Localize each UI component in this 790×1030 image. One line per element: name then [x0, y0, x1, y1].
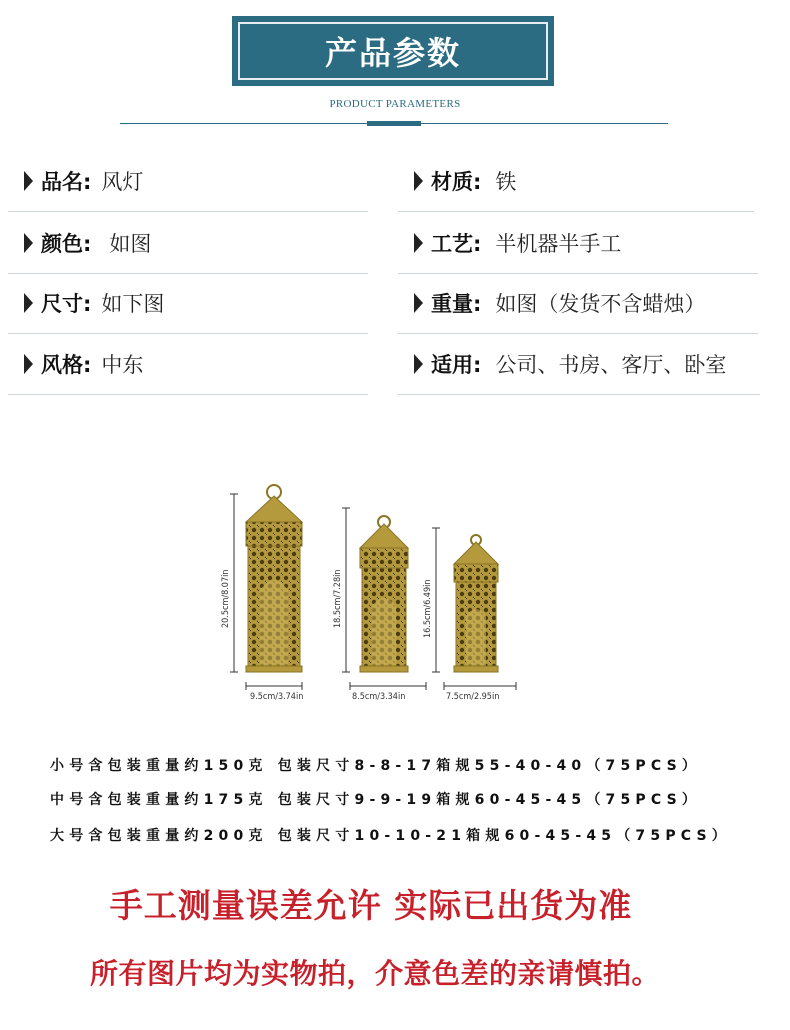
param-value: 中东 [101, 352, 144, 377]
param-row-weight [398, 272, 758, 334]
param-value: 半机器半手工 [495, 231, 622, 256]
triangle-bullet-icon [414, 171, 423, 191]
triangle-bullet-icon [414, 354, 423, 374]
spec-line-medium: 中号含包装重量约175克 包装尺寸9-9-19箱规60-45-45（75PCS） [50, 792, 702, 808]
param-row-usage [398, 333, 760, 395]
width-label-medium: 8.5cm/3.34in [352, 692, 406, 702]
param-row-color [8, 212, 368, 274]
param-label: 风格: [41, 352, 92, 377]
height-label-medium: 18.5cm/7.28in [333, 569, 343, 628]
title-divider-accent [367, 121, 421, 126]
param-row-size [8, 272, 368, 334]
spec-line-small: 小号含包装重量约150克 包装尺寸8-8-17箱规55-40-40（75PCS） [50, 758, 702, 774]
triangle-bullet-icon [24, 171, 33, 191]
param-value: 铁 [495, 169, 517, 194]
spec-line-large: 大号含包装重量约200克 包装尺寸10-10-21箱规60-45-45（75PCS） [50, 828, 731, 844]
lantern-medium [360, 516, 408, 672]
param-value: 公司、书房、客厅、卧室 [495, 352, 727, 377]
param-label: 材质: [431, 169, 482, 194]
param-row-name [8, 150, 368, 212]
param-label: 颜色: [41, 231, 92, 256]
page-subtitle: PRODUCT PARAMETERS [329, 98, 461, 110]
width-label-large: 9.5cm/3.74in [250, 692, 304, 702]
height-label-large: 20.5cm/8.07in [221, 569, 231, 628]
triangle-bullet-icon [24, 293, 33, 313]
param-row-material [398, 150, 754, 212]
param-label: 品名: [41, 169, 92, 194]
lantern-small [454, 535, 498, 672]
triangle-bullet-icon [414, 233, 423, 253]
color-difference-note: 所有图片均为实物拍，介意色差的亲请慎拍。 [89, 957, 660, 990]
page-title: 产品参数 [238, 22, 548, 80]
triangle-bullet-icon [24, 354, 33, 374]
height-label-small: 16.5cm/6.49in [423, 579, 433, 638]
lantern-large [246, 485, 302, 672]
title-banner [232, 16, 554, 86]
measurement-note: 手工测量误差允许 实际已出货为准 [109, 886, 633, 925]
param-value: 如图 [109, 231, 152, 256]
param-label: 尺寸: [41, 291, 92, 316]
triangle-bullet-icon [24, 233, 33, 253]
param-row-craft [398, 212, 758, 274]
param-value: 如下图 [101, 291, 165, 316]
width-label-small: 7.5cm/2.95in [446, 692, 500, 702]
param-row-style [8, 333, 368, 395]
param-label: 重量: [431, 291, 482, 316]
lantern-size-figure [210, 478, 530, 708]
param-value: 如图（发货不含蜡烛） [495, 291, 706, 316]
param-label: 适用: [431, 352, 482, 377]
param-label: 工艺: [431, 231, 482, 256]
param-value: 风灯 [101, 169, 144, 194]
width-dimension-lines [246, 682, 516, 690]
lantern-illustration [210, 478, 530, 708]
triangle-bullet-icon [414, 293, 423, 313]
